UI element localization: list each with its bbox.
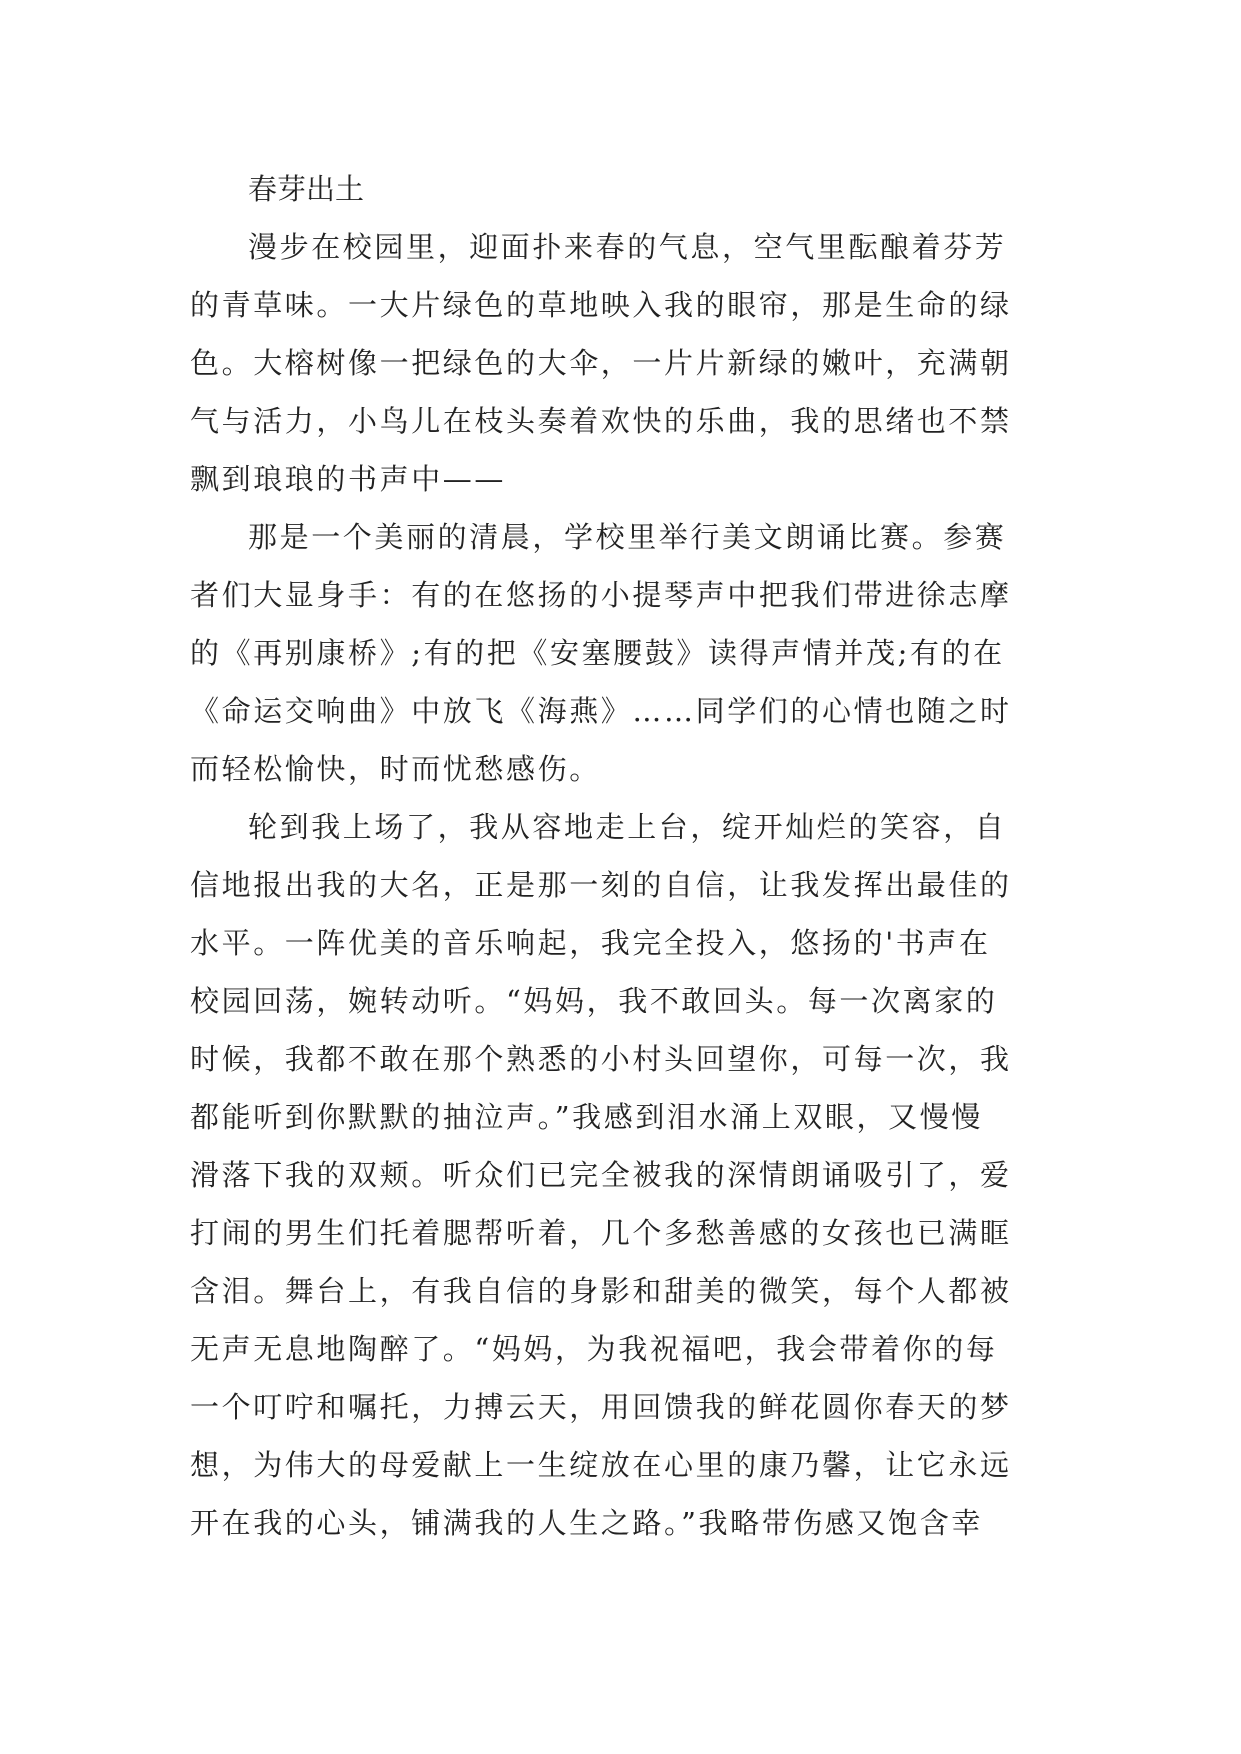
- paragraph-line: 无声无息地陶醉了。“妈妈，为我祝福吧，我会带着你的每: [190, 1332, 998, 1366]
- paragraph-line: 的青草味。一大片绿色的草地映入我的眼帘，那是生命的绿: [190, 288, 1012, 322]
- paragraph-line: 轮到我上场了，我从容地走上台，绽开灿烂的笑容，自: [248, 810, 1007, 844]
- paragraph-line: 打闹的男生们托着腮帮听着，几个多愁善感的女孩也已满眶: [190, 1216, 1012, 1250]
- paragraph-line: 一个叮咛和嘱托，力搏云天，用回馈我的鲜花圆你春天的梦: [190, 1390, 1012, 1424]
- paragraph-2: [190, 508, 1050, 798]
- paragraph-line: 水平。一阵优美的音乐响起，我完全投入，悠扬的'书声在: [190, 926, 991, 960]
- paragraph-line: 信地报出我的大名，正是那一刻的自信，让我发挥出最佳的: [190, 868, 1012, 902]
- document-body: [190, 160, 1050, 1552]
- paragraph-line: 滑落下我的双颊。听众们已完全被我的深情朗诵吸引了，爱: [190, 1158, 1012, 1192]
- paragraph-line: 而轻松愉快，时而忧愁感伤。: [190, 752, 601, 786]
- essay-title: 春芽出土: [248, 172, 365, 206]
- paragraph-3: [190, 798, 1050, 1552]
- paragraph-line: 的《再别康桥》;有的把《安塞腰鼓》读得声情并茂;有的在: [190, 636, 1005, 670]
- paragraph-1: [190, 218, 1050, 508]
- paragraph-line: 飘到琅琅的书声中——: [190, 462, 507, 496]
- paragraph-line: 气与活力，小鸟儿在枝头奏着欢快的乐曲，我的思绪也不禁: [190, 404, 1012, 438]
- paragraph-line: 时候，我都不敢在那个熟悉的小村头回望你，可每一次，我: [190, 1042, 1012, 1076]
- paragraph-line: 都能听到你默默的抽泣声。”我感到泪水涌上双眼，又慢慢: [190, 1100, 983, 1134]
- paragraph-line: 《命运交响曲》中放飞《海燕》……同学们的心情也随之时: [190, 694, 1012, 728]
- paragraph-line: 那是一个美丽的清晨，学校里举行美文朗诵比赛。参赛: [248, 520, 1007, 554]
- paragraph-line: 含泪。舞台上，有我自信的身影和甜美的微笑，每个人都被: [190, 1274, 1012, 1308]
- paragraph-line: 漫步在校园里，迎面扑来春的气息，空气里酝酿着芬芳: [248, 230, 1007, 264]
- paragraph-line: 想，为伟大的母爱献上一生绽放在心里的康乃馨，让它永远: [190, 1448, 1012, 1482]
- paragraph-line: 色。大榕树像一把绿色的大伞，一片片新绿的嫩叶，充满朝: [190, 346, 1012, 380]
- paragraph-line: 校园回荡，婉转动听。“妈妈，我不敢回头。每一次离家的: [190, 984, 998, 1018]
- paragraph-line: 开在我的心头，铺满我的人生之路。”我略带伤感又饱含幸: [190, 1506, 983, 1540]
- paragraph-line: 者们大显身手：有的在悠扬的小提琴声中把我们带进徐志摩: [190, 578, 1012, 612]
